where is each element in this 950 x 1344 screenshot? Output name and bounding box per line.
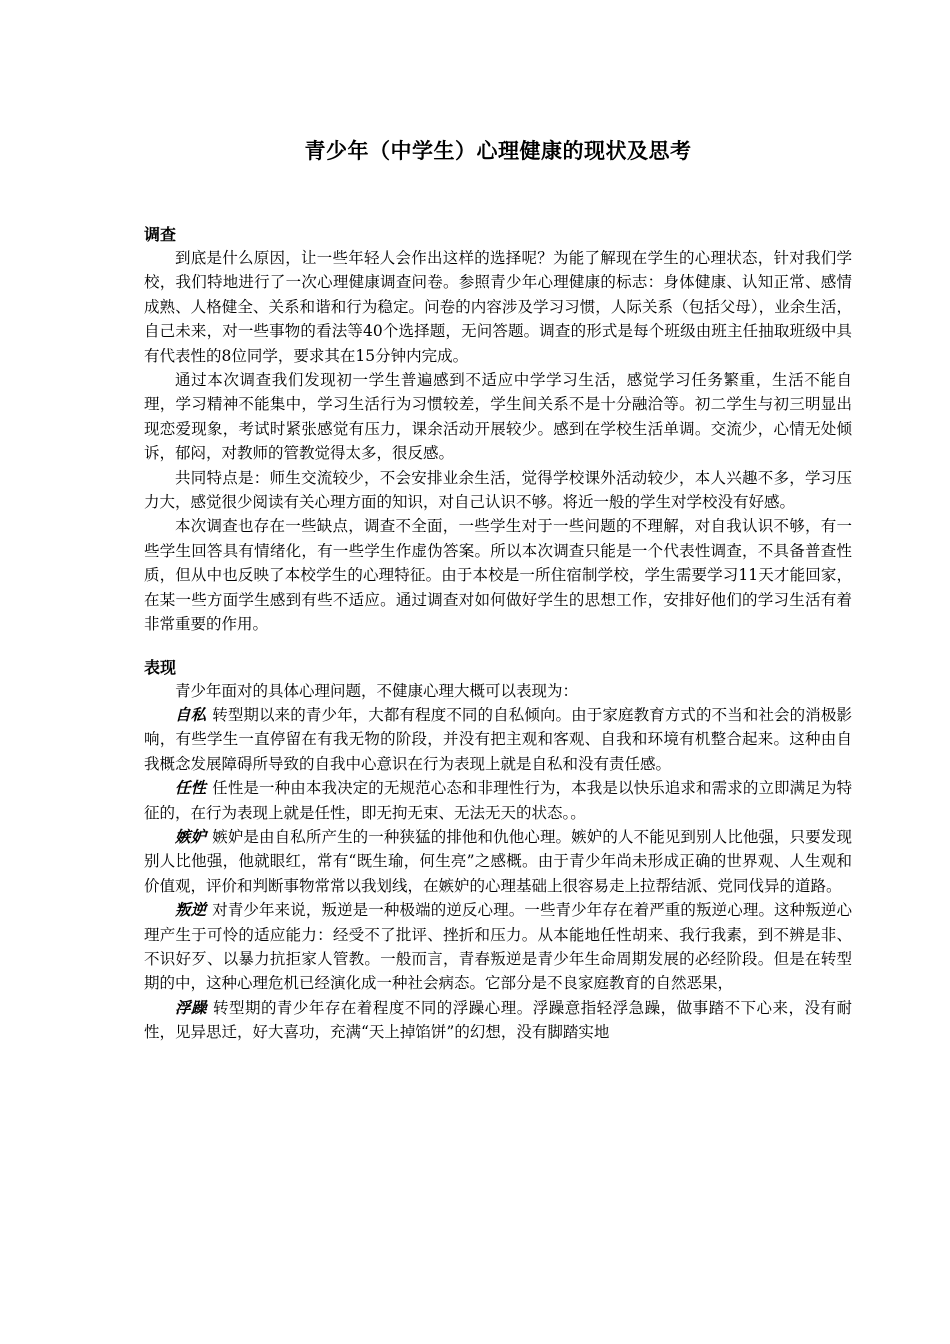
text-selfish: 转型期以来的青少年，大都有程度不同的自私倾向。由于家庭教育方式的不当和社会的消极影响，有些学生一直停留在有我无物的阶段，并没有把主观和客观、自我和环境有机整合起来。这种由自我概念发展障碍所导致的自我中心意识在行为表现上就是自私和没有责任感。 <box>144 705 852 773</box>
term-willful: 任性 <box>175 779 207 798</box>
term-impetuous: 浮躁 <box>175 998 207 1017</box>
survey-paragraph-1: 到底是什么原因，让一些年轻人会作出这样的选择呢？为能了解现在学生的心理状态，针对我们学校，我们特地进行了一次心理健康调查问卷。参照青少年心理健康的标志：身体健康、认知正常、感情成熟、人格健全、关系和谐和行为稳定。问卷的内容涉及学习习惯，人际关系（包括父母），业余生活，自己未来，对一些事物的看法等40个选择题，无问答题。调查的形式是每个班级由班主任抽取班级中具有代表性的8位同学，要求其在15分钟内完成。 <box>144 249 852 365</box>
page-title: 青少年（中学生）心理健康的现状及思考 <box>304 139 692 163</box>
term-selfish: 自私 <box>175 705 207 724</box>
text-rebellion: 对青少年来说，叛逆是一种极端的逆反心理。一些青少年存在着严重的叛逆心理。这种叛逆心理产生于可怜的适应能力：经受不了批评、挫折和压力。从本能地任性胡来、我行我素，到不辨是非、不识好歹、以暴力抗拒家人管教。一般而言，青春叛逆是青少年生命周期发展的必经阶段。但是在转型期的中，这种心理危机已经演化成一种社会病态。它部分是不良家庭教育的自然恶果， <box>144 901 852 993</box>
term-jealousy: 嫉妒 <box>175 827 207 846</box>
section-heading-survey: 调查 <box>144 225 177 244</box>
section-heading-performance: 表现 <box>144 657 177 677</box>
performance-item-willful <box>144 776 852 825</box>
term-rebellion: 叛逆 <box>175 901 207 920</box>
document-page <box>144 0 852 1045</box>
survey-paragraph-2: 通过本次调查我们发现初一学生普遍感到不适应中学学习生活，感觉学习任务繁重，生活不能自理，学习精神不能集中，学习生活行为习惯较差，学生间关系不是十分融洽等。初二学生与初三明显出现恋爱现象，考试时紧张感觉有压力，课余活动开展较少。感到在学校生活单调。交流少，心情无处倾诉，郁闷，对教师的管教觉得太多，很反感。 <box>144 371 852 463</box>
text-jealousy: 嫉妒是由自私所产生的一种狭猛的排他和仇他心理。嫉妒的人不能见到别人比他强，只要发现别人比他强，他就眼红，常有“既生瑜，何生亮”之感概。由于青少年尚未形成正确的世界观、人生观和价值观，评价和判断事物常常以我划线，在嫉妒的心理基础上很容易走上拉帮结派、党同伐异的道路。 <box>144 827 852 895</box>
performance-item-impetuous <box>144 996 852 1045</box>
performance-intro: 青少年面对的具体心理问题，不健康心理大概可以表现为： <box>175 681 579 700</box>
survey-paragraph-4: 本次调查也存在一些缺点，调查不全面，一些学生对于一些问题的不理解，对自我认识不够，有一些学生回答具有情绪化，有一些学生作虚伪答案。所以本次调查只能是一个代表性调查，不具备普查性质，但从中也反映了本校学生的心理特征。由于本校是一所住宿制学校，学生需要学习11天才能回家，在某一些方面学生感到有些不适应。通过调查对如何做好学生的思想工作，安排好他们的学习生活有着非常重要的作用。 <box>144 517 852 634</box>
text-willful: 任性是一种由本我决定的无规范心态和非理性行为，本我是以快乐追求和需求的立即满足为特征的，在行为表现上就是任性，即无拘无束、无法无天的状态。。 <box>144 779 852 822</box>
performance-item-jealousy <box>144 825 852 898</box>
text-impetuous: 转型期的青少年存在着程度不同的浮躁心理。浮躁意指轻浮急躁，做事踏不下心来，没有耐性，见异思迁，好大喜功，充满“天上掉馅饼”的幻想，没有脚踏实地 <box>144 998 852 1042</box>
performance-item-selfish <box>144 703 852 776</box>
performance-item-rebellion <box>144 898 852 996</box>
survey-paragraph-3: 共同特点是：师生交流较少，不会安排业余生活，觉得学校课外活动较少，本人兴趣不多，学习压力大，感觉很少阅读有关心理方面的知识，对自己认识不够。将近一般的学生对学校没有好感。 <box>144 468 852 512</box>
